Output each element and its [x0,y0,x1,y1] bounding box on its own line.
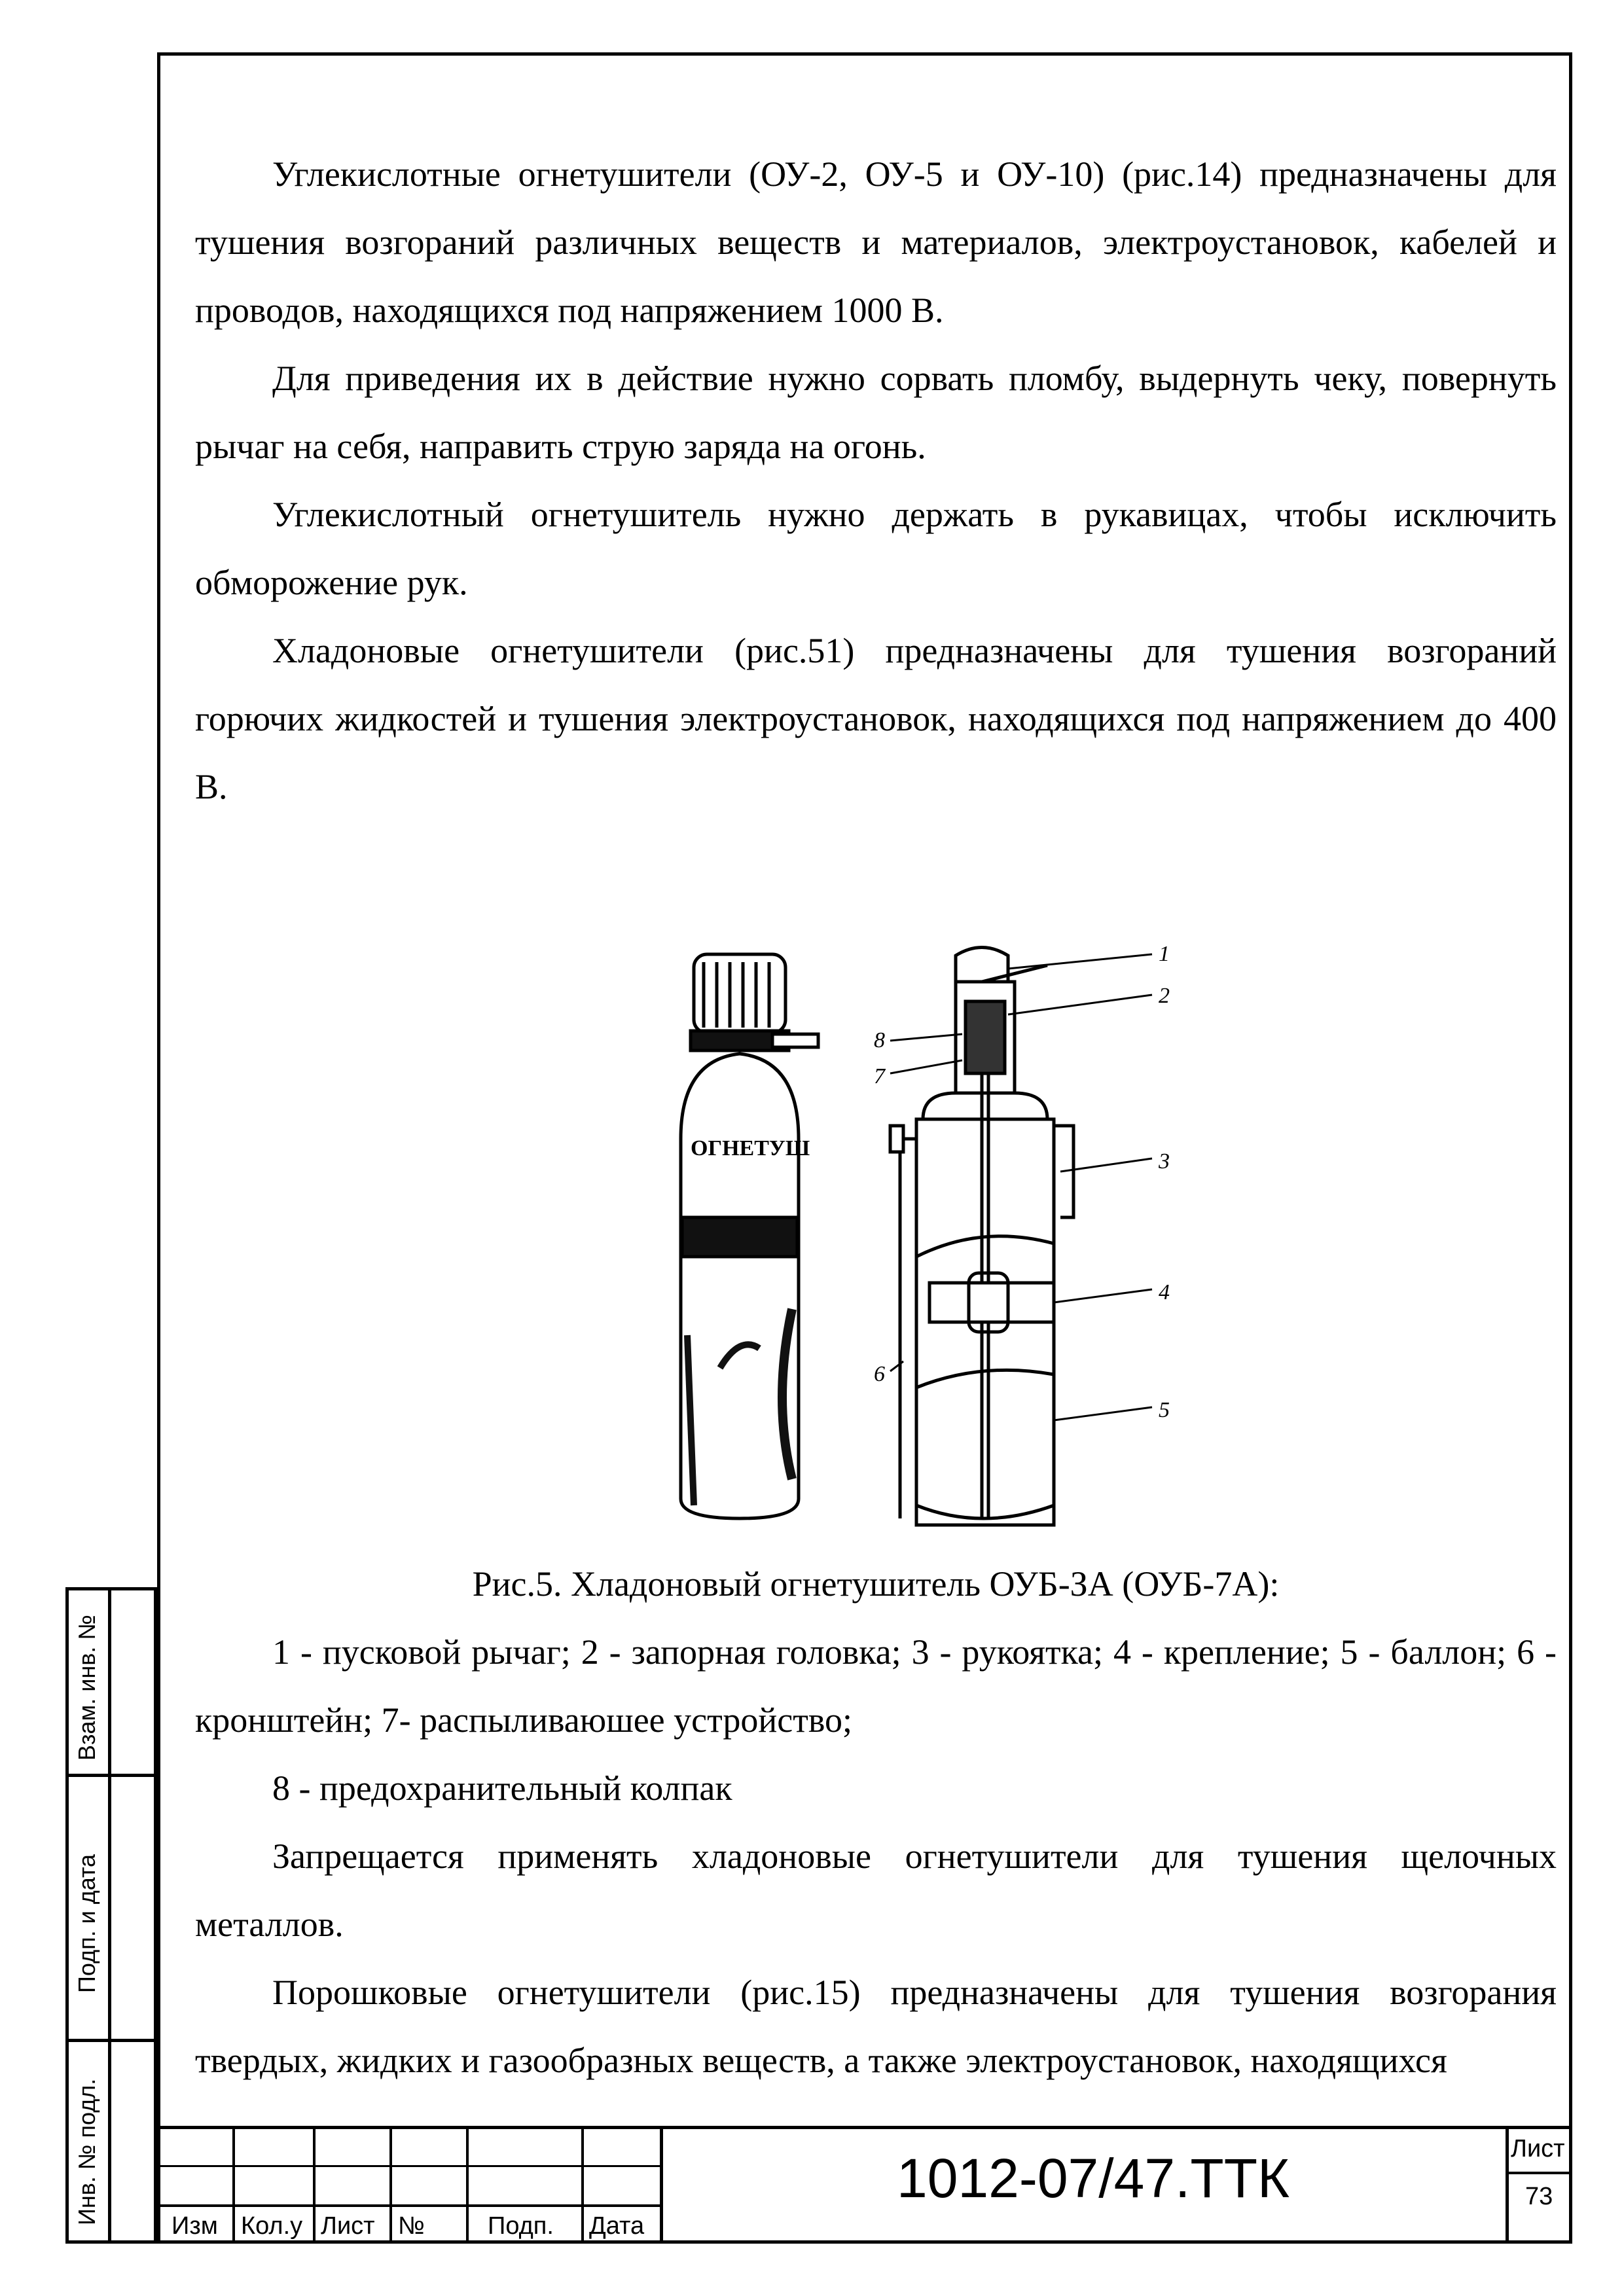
paragraph-2: Для приведения их в действие нужно сорвать пломбу, выдернуть чеку, повернуть рычаг на себя, направить струю заряда на огонь. [195,359,1557,466]
tb-line [389,2126,392,2244]
side-inv: Инв. № подл. [73,2078,100,2225]
callout-3: 3 [1159,1149,1170,1174]
tb-num: № [398,2212,425,2240]
tb-line [313,2126,316,2244]
paragraph-1: Углекислотные огнетушители (ОУ-2, ОУ-5 и ОУ-10) (рис.14) предназначены для тушения возгораний различных веществ и материалов, электроустановок, кабелей и проводов, находящихся под напряжением 1000 В. [195,154,1557,330]
callout-5: 5 [1159,1398,1170,1422]
legend-line-2: 8 - предохранительный колпак [272,1768,732,1808]
side-vzam: Взам. инв. № [73,1614,100,1761]
tb-line [232,2126,235,2244]
paragraph-5: Запрещается применять хладоновые огнетушители для тушения щелочных металлов. [195,1837,1557,1944]
tb-data: Дата [589,2212,645,2240]
body-text-top [195,140,1557,821]
sheet-label: Лист [1511,2135,1565,2162]
tb-kolu: Кол.у [241,2212,303,2240]
aerosol-canister [681,954,818,1518]
side-divider [108,1587,111,2244]
side-podp: Подп. и дата [73,1854,100,1993]
paragraph-6: Порошковые огнетушители (рис.15) предназначены для тушения возгорания твердых, жидких и газообразных веществ, а также электроустановок, находящихся [195,1973,1557,2080]
canister-label: ОГНЕТУШ [691,1136,810,1160]
figure-caption: Рис.5. Хладоновый огнетушитель ОУБ-ЗА (ОУБ-7А): [472,1564,1280,1604]
tb-line [660,2126,663,2244]
figure-legend [195,1618,1557,2094]
callout-4: 4 [1159,1280,1170,1304]
tb-list: Лист [321,2212,375,2240]
tb-line [581,2126,584,2244]
callout-2: 2 [1159,984,1170,1008]
callout-1: 1 [1159,942,1170,966]
document-code: 1012-07/47.ТТК [897,2147,1290,2209]
side-divider [65,1774,157,1777]
tb-line [466,2126,469,2244]
extinguisher-figure [641,942,1204,1532]
paragraph-4: Хладоновые огнетушители (рис.51) предназначены для тушения возгораний горючих жидкостей и тушения электроустановок, находящихся под напряжением до 400 В. [195,631,1557,806]
callout-7: 7 [874,1064,885,1088]
tb-izm: Изм [171,2212,218,2240]
callout-8: 8 [874,1028,885,1052]
callout-6: 6 [874,1362,885,1386]
tb-podp: Подп. [488,2212,554,2240]
sheet-number: 73 [1525,2183,1553,2210]
oub-extinguisher [890,948,1074,1526]
tb-line [157,2126,1572,2129]
paragraph-3: Углекислотный огнетушитель нужно держать в рукавицах, чтобы исключить обморожение рук. [195,495,1557,602]
legend-line-1: 1 - пусковой рычаг; 2 - запорная головка; 3 - рукоятка; 4 - крепление; 5 - баллон; 6 - кронштейн; 7- распыливаюшее устройство; [195,1632,1557,1740]
side-divider [65,2039,157,2042]
